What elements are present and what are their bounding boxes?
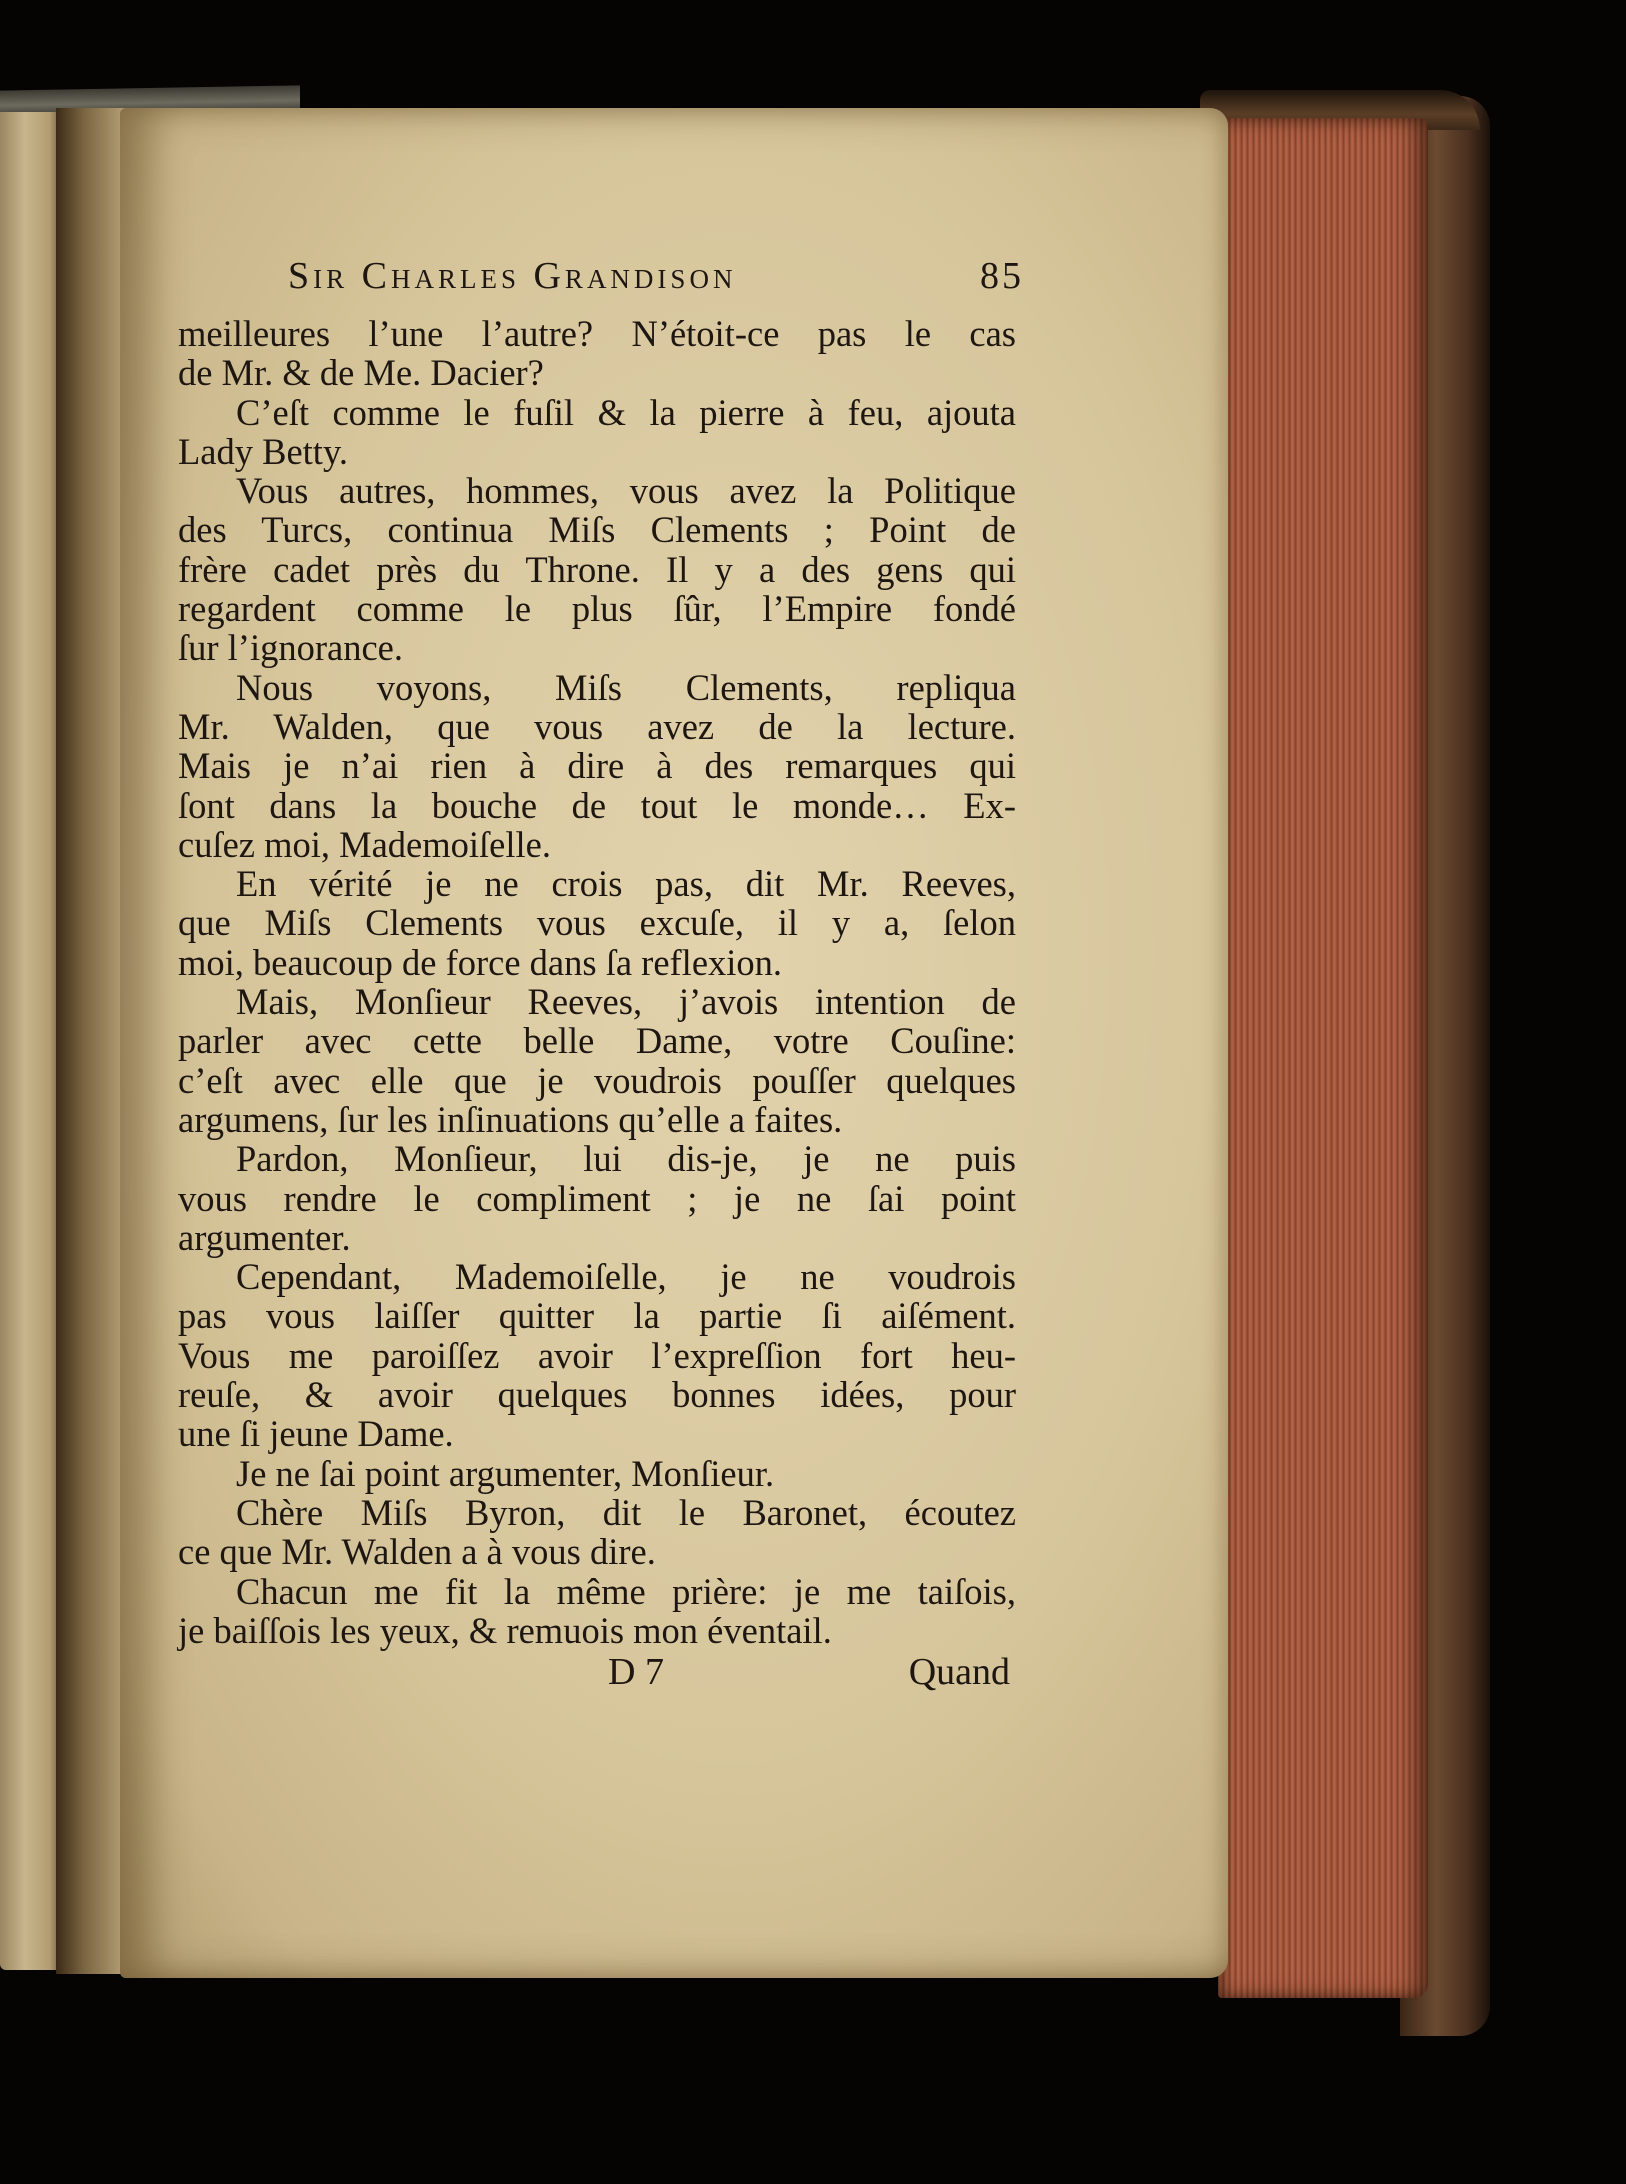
catchword: Quand [908, 1651, 1010, 1694]
text-line: parler avec cette belle Dame, votre Couſine: [178, 1020, 1016, 1062]
running-head [178, 254, 1024, 314]
signature-mark: D 7 [608, 1651, 664, 1694]
text-line: meilleures l’une l’autre? N’étoit-ce pas le cas [178, 313, 1016, 354]
text-line: Mais, Monſieur Reeves, j’avois intention de [236, 981, 1016, 1023]
page-text-block [178, 254, 1024, 1694]
text-line: vous rendre le compliment ; je ne ſai point [178, 1177, 1016, 1219]
text-line: ſont dans la bouche de tout le monde… Ex- [178, 784, 1016, 826]
body-text [178, 314, 1016, 1650]
text-line: je baiſſois les yeux, & remuois mon éventail. [178, 1609, 832, 1651]
text-line: Mais je n’ai rien à dire à des remarques qui [178, 745, 1016, 787]
text-line: ce que Mr. Walden a à vous dire. [178, 1531, 656, 1573]
text-line: En vérité je ne crois pas, dit Mr. Reeves, [236, 863, 1016, 905]
text-line: frère cadet près du Throne. Il y a des gens qui [178, 548, 1016, 590]
text-line: des Turcs, continua Miſs Clements ; Point de [178, 509, 1016, 551]
text-line: Mr. Walden, que vous avez de la lecture. [178, 705, 1016, 747]
text-line: Vous me paroiſſez avoir l’expreſſion fort heu- [178, 1334, 1016, 1376]
text-line: Lady Betty. [178, 430, 348, 472]
text-line: reuſe, & avoir quelques bonnes idées, pour [178, 1374, 1016, 1416]
page-footer [178, 1650, 1016, 1694]
text-line: argumenter. [178, 1216, 351, 1258]
text-line: Pardon, Monſieur, lui dis-je, je ne puis [236, 1138, 1016, 1180]
page-number: 85 [980, 255, 1024, 297]
previous-page-edge [0, 112, 62, 1970]
text-line: une ſi jeune Dame. [178, 1413, 454, 1455]
text-line: moi, beaucoup de force dans ſa reflexion. [178, 941, 783, 983]
text-line: C’eſt comme le fuſil & la pierre à feu, ajouta [236, 391, 1016, 433]
text-line: Vous autres, hommes, vous avez la Politique [236, 470, 1016, 512]
text-line: regardent comme le plus ſûr, l’Empire fondé [178, 588, 1016, 630]
text-line: Chère Miſs Byron, dit le Baronet, écoutez [236, 1491, 1016, 1533]
text-line: cuſez moi, Mademoiſelle. [178, 823, 551, 865]
running-title: Sir Charles Grandison [288, 255, 737, 297]
text-line: ſur l’ignorance. [178, 627, 403, 669]
text-line: argumens, ſur les inſinuations qu’elle a faites. [178, 1098, 843, 1140]
text-line: Chacun me fit la même prière: je me taiſois, [236, 1570, 1016, 1612]
text-line: de Mr. & de Me. Dacier? [178, 352, 544, 394]
text-line: que Miſs Clements vous excuſe, il y a, ſelon [178, 902, 1016, 944]
text-line: Cependant, Mademoiſelle, je ne voudrois [236, 1256, 1016, 1298]
text-line: c’eſt avec elle que je voudrois pouſſer quelques [178, 1059, 1016, 1101]
text-line: pas vous laiſſer quitter la partie ſi aiſément. [178, 1295, 1016, 1337]
page-block-fore-edge [1218, 118, 1428, 1998]
text-line: Nous voyons, Miſs Clements, repliqua [236, 666, 1016, 708]
text-line: Je ne ſai point argumenter, Monſieur. [236, 1452, 775, 1494]
